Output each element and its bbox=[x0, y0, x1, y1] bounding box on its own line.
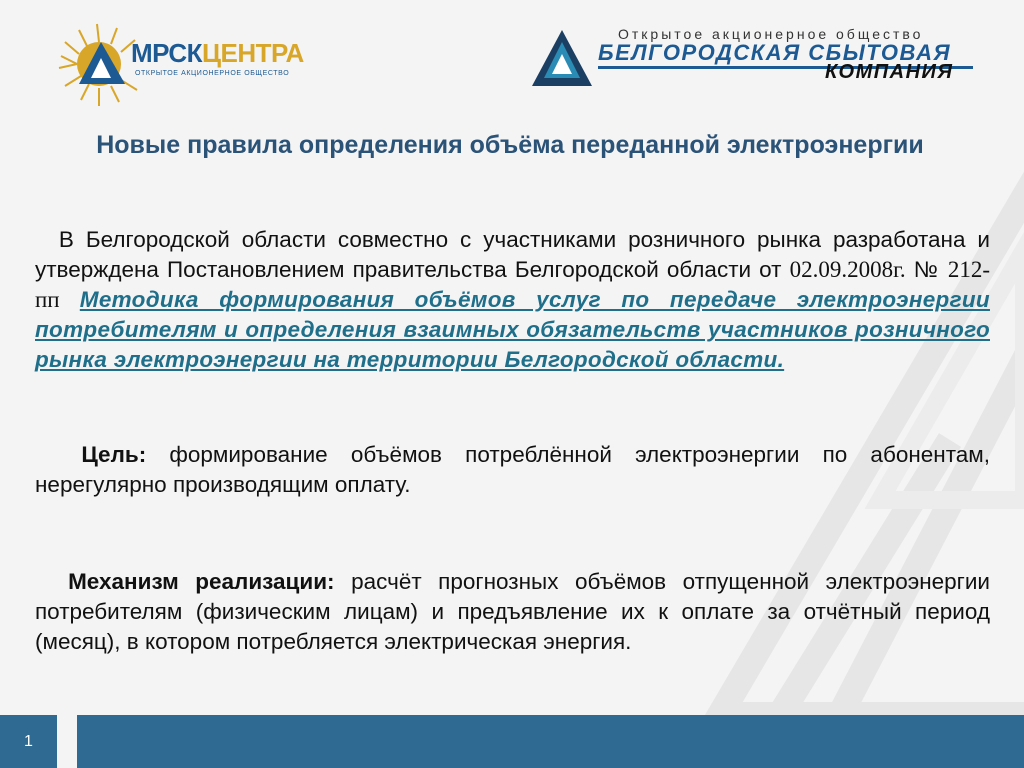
goal-paragraph bbox=[35, 440, 990, 500]
mechanism-text: расчёт прогнозных объёмов отпущенной электроэнергии потребителям (физическим лицам) и предъявление их к оплате за отчётный период (месяц), в котором потребляется электрическая энергия. bbox=[35, 569, 990, 654]
mrsk-subtitle: ОТКРЫТОЕ АКЦИОНЕРНОЕ ОБЩЕСТВО bbox=[135, 70, 290, 77]
methodology-link[interactable]: Методика формирования объёмов услуг по передаче электроэнергии потребителям и определения взаимных обязательств участников розничного рынка электроэнергии на территории Белгородской области. bbox=[35, 287, 990, 372]
mechanism-label: Механизм реализации: bbox=[68, 569, 335, 594]
decree-date: 02.09.2008г. bbox=[789, 257, 906, 282]
number-sign: № bbox=[905, 257, 948, 282]
intro-paragraph bbox=[35, 225, 990, 375]
page-number-box bbox=[0, 715, 77, 768]
mrsk-centra-logo bbox=[55, 14, 304, 114]
slide-title: Новые правила определения объёма переданной электроэнергии bbox=[96, 131, 924, 159]
footer-bar bbox=[0, 715, 1024, 768]
belgorod-sales-company-logo bbox=[530, 26, 980, 90]
goal-text: формирование объёмов потреблённой электроэнергии по абонентам, нерегулярно производящим оплату. bbox=[35, 442, 990, 497]
company-word-label: КОМПАНИЯ bbox=[825, 61, 954, 83]
mrsk-brand-name: МРСКЦЕНТРА bbox=[131, 38, 304, 68]
company-type-label: Открытое акционерное общество bbox=[618, 26, 924, 42]
intro-text: В Белгородской области совместно с участниками розничного рынка разработана и утверждена Постановлением правительства Белгородской области от bbox=[35, 227, 990, 282]
triangle-logo-icon bbox=[530, 28, 594, 88]
company-name-line: БЕЛГОРОДСКАЯ СБЫТОВАЯ bbox=[598, 40, 951, 65]
decree-number: 212-пп bbox=[35, 257, 990, 312]
goal-label: Цель: bbox=[81, 442, 147, 467]
page-number: 1 bbox=[24, 733, 33, 750]
mechanism-paragraph bbox=[35, 567, 990, 657]
